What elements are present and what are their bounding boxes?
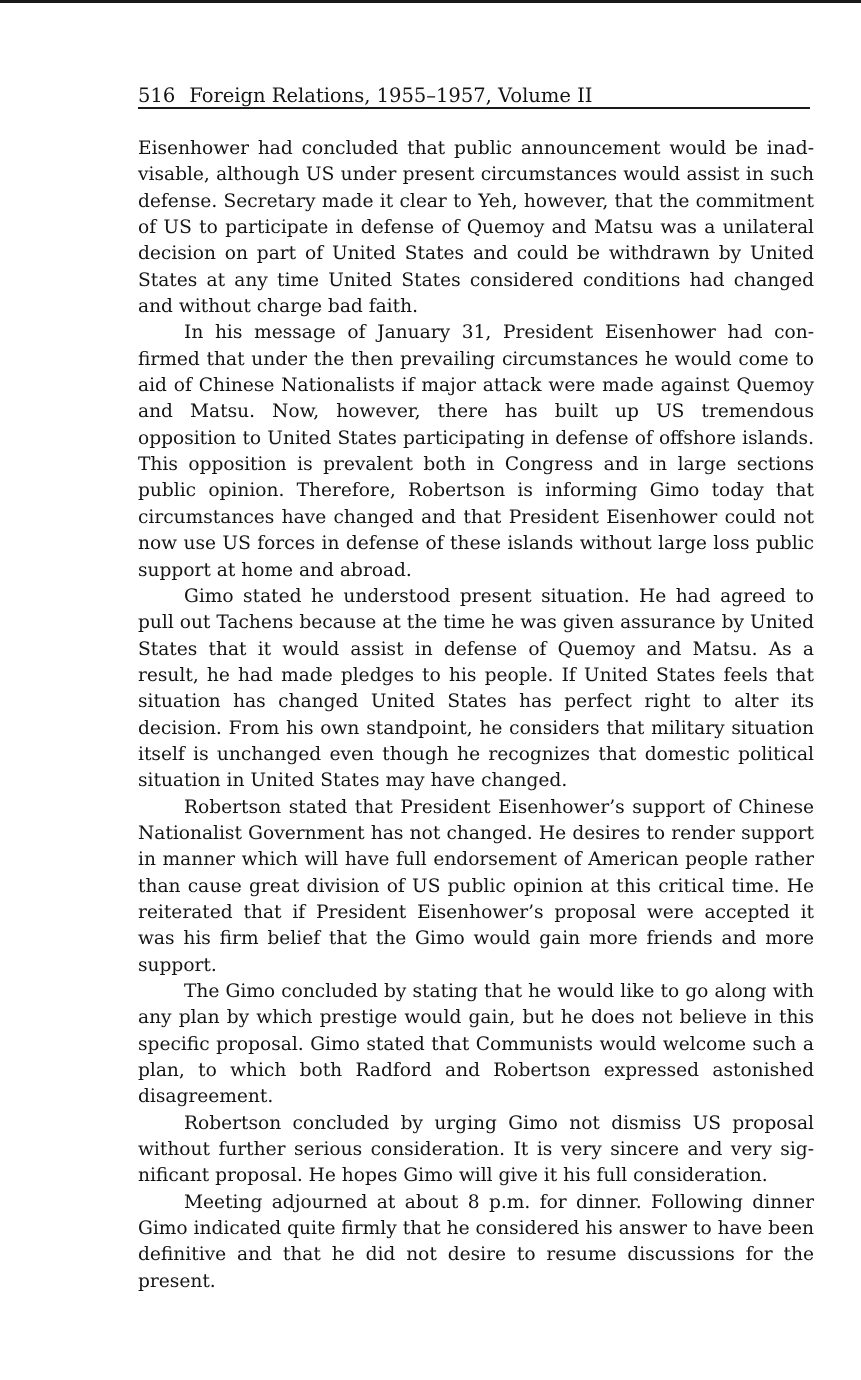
running-header (138, 84, 810, 108)
scan-top-edge (0, 0, 861, 3)
paragraph: Gimo stated he understood present situation. He had agreed to pull out Tachens because at the time he was given assurance by United States that it would assist in defense of Quemoy and Matsu. As a result, he had made pledges to his people. If United States feels that situation has changed United States has perfect right to alter its decision. From his own standpoint, he considers that military situation itself is unchanged even though he recognizes that domestic political situation in United States may have changed. (138, 585, 814, 792)
paragraph: The Gimo concluded by stating that he would like to go along with any plan by which prestige would gain, but he does not believe in this specific proposal. Gimo stated that Communists would welcome such a plan, to which both Radford and Robertson expressed astonished disagreement. (138, 981, 814, 1108)
paragraph: Meeting adjourned at about 8 p.m. for dinner. Following dinner Gimo indicated quite firmly that he considered his answer to have been definitive and that he did not desire to resume discussions for the present. (138, 1191, 814, 1292)
page-number: 516 (138, 84, 176, 107)
paragraph: In his message of January 31, President Eisenhower had confirmed that under the then prevailing circumstances he would come to aid of Chinese Nationalists if major attack were made against Quemoy and Matsu. Now, however, there has built up US tremendous opposition to United States participating in defense of offshore islands. This opposition is prevalent both in Congress and in large sections public opinion. Therefore, Robertson is informing Gimo today that circumstances have changed and that President Eisenhower could not now use US forces in defense of these islands without large loss public support at home and abroad. (138, 322, 814, 581)
paragraph-continuation: Eisenhower had concluded that public announcement would be inadvisable, although US under present circumstances would assist in such defense. Secretary made it clear to Yeh, however, that the commitment of US to participate in defense of Quemoy and Matsu was a unilateral decision on part of United States and could be withdrawn by United States at any time United States considered conditions had changed and without charge bad faith. (138, 138, 814, 318)
header-rule (138, 107, 810, 109)
paragraph: Robertson concluded by urging Gimo not dismiss US proposal without further serious consideration. It is very sincere and very significant proposal. He hopes Gimo will give it his full consideration. (138, 1112, 814, 1187)
paragraph: Robertson stated that President Eisenhower’s support of Chinese Nationalist Government has not changed. He desires to render support in manner which will have full endorsement of American people rather than cause great division of US public opinion at this critical time. He reiterated that if President Eisenhower’s proposal were accepted it was his firm belief that the Gimo would gain more friends and more support. (138, 796, 814, 976)
body-text (138, 136, 814, 1295)
running-title: Foreign Relations, 1955–1957, Volume II (189, 84, 593, 107)
